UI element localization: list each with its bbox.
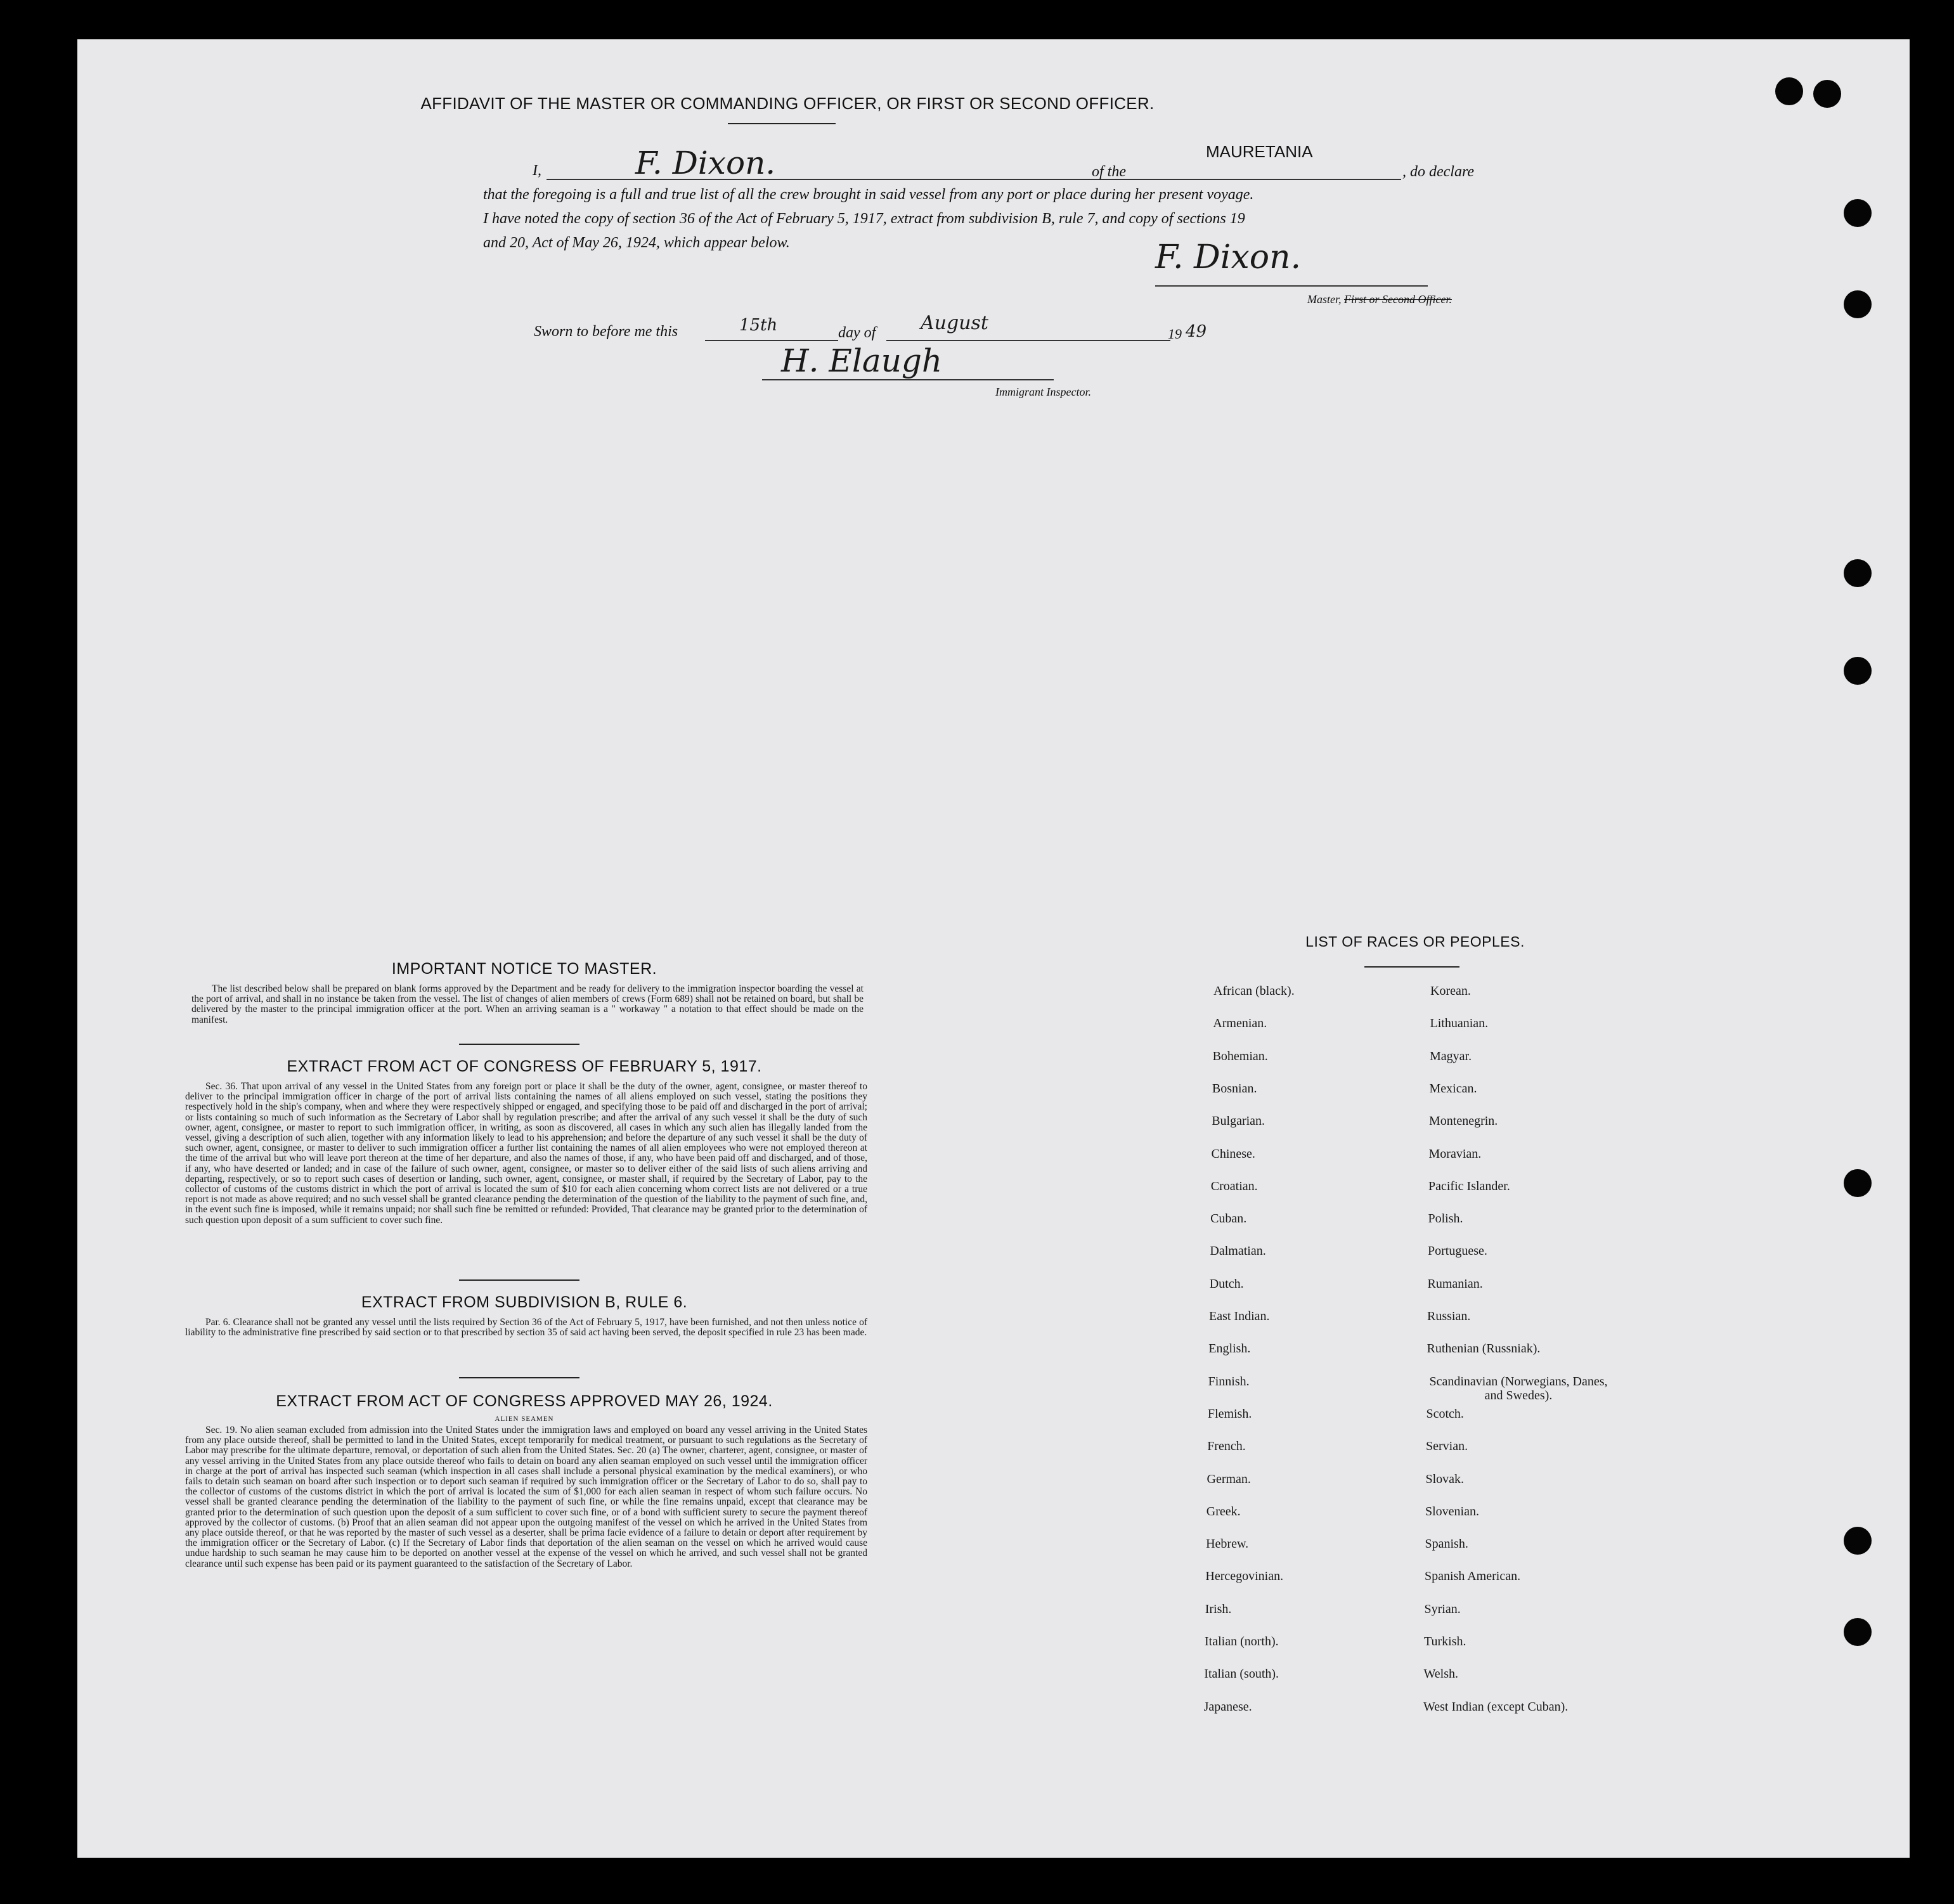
race-item: Bohemian. [1212,1049,1268,1063]
race-item: Spanish. [1425,1537,1468,1551]
punch-hole [1844,199,1872,227]
race-item: Russian. [1427,1309,1471,1323]
race-item: Bulgarian. [1212,1114,1265,1129]
race-item: German. [1207,1472,1251,1486]
caption-struck-officer: First or Second Officer. [1344,293,1452,306]
sworn-year-handwritten: 49 [1186,322,1207,341]
race-item: Hercegovinian. [1205,1569,1284,1584]
affidavit-body-line3: and 20, Act of May 26, 1924, which appear below. [483,235,790,251]
race-item: Welsh. [1423,1667,1458,1681]
punch-hole [1844,657,1872,685]
sworn-day-line [705,340,838,341]
notice-body: The list described below shall be prepared on blank forms approved by the Department and be ready for delivery to the immigration inspector boarding the vessel at the port of arrival, and shall in no instance be taken from the vessel. The list of changes of alien members of crews (Form 689) shall not be retained on board, but shall be delivered by the master to the principal immigration officer at the port. When an arriving seaman is a " workaway " a notation to that effect should be made on the manifest. [191,983,864,1025]
race-item: Ruthenian (Russniak). [1427,1342,1541,1356]
i-label: I, [533,162,541,179]
race-item: Greek. [1206,1504,1241,1519]
vessel-name: MAURETANIA [1206,142,1313,161]
race-item: Magyar. [1430,1049,1472,1063]
subdivision-b-body: Par. 6. Clearance shall not be granted any vessel until the lists required by Section 36 of the Act of February 5, 1917, have been furnished, and not then unless notice of liability to the administrative fine prescribed by said section or to that prescribed by section 35 of said act having been served, the deposit specified in rule 23 has been made. [185,1317,867,1338]
race-item: Scotch. [1426,1406,1464,1421]
race-item: Hebrew. [1206,1537,1249,1551]
divider-3 [459,1377,579,1378]
extract-1924-subtitle: ALIEN SEAMEN [495,1415,554,1423]
race-item: Italian (north). [1205,1635,1279,1648]
notice-title: IMPORTANT NOTICE TO MASTER. [391,960,657,978]
race-item: Cuban. [1210,1212,1247,1226]
races-divider [1364,966,1459,968]
extract-1917-title: EXTRACT FROM ACT OF CONGRESS OF FEBRUARY 5, 1917. [287,1058,762,1075]
punch-hole [1844,1527,1872,1555]
race-item: Italian (south). [1204,1667,1279,1681]
race-item: Armenian. [1213,1016,1267,1031]
document-sheet [77,39,1910,1858]
inspector-caption: Immigrant Inspector. [995,385,1091,398]
sworn-day-handwritten: 15th [739,316,778,335]
punch-hole [1813,80,1841,108]
race-item: Moravian. [1428,1146,1482,1161]
race-item: Turkish. [1424,1635,1466,1648]
punch-hole [1844,290,1872,318]
race-item: Rumanian. [1427,1276,1483,1291]
sworn-year-prefix: 19 [1168,326,1182,342]
affidavit-title: AFFIDAVIT OF THE MASTER OR COMMANDING OFFICER, OR FIRST OR SECOND OFFICER. [420,94,1155,113]
race-item: Finnish. [1208,1374,1250,1389]
sworn-month-handwritten: August [921,312,988,334]
do-declare-label: , do declare [1402,164,1475,180]
divider-2 [459,1279,579,1281]
inspector-line [762,379,1054,380]
race-item: Slovenian. [1425,1504,1479,1519]
race-item: Flemish. [1207,1406,1252,1421]
race-item: West Indian (except Cuban). [1423,1699,1569,1714]
extract-1924-body: Sec. 19. No alien seaman excluded from admission into the United States under the immigration laws and employed on board any vessel arriving in the United States from any place outside thereof, shall be permitted to land in the United States, except temporarily for medical treatment, or pursuant to such regulations as the Secretary of Labor may prescribe for the ultimate departure, removal, or deportation of such alien from the United States. Sec. 20 (a) The owner, charterer, agent, consignee, or master of any vessel arriving in the United States from any place outside thereof who fails to detain on board any alien seaman employed on such vessel until the immigration officer in charge at the port of arrival has inspected such seaman (which inspection in all cases shall include a personal physical examination by the medical examiners), or who fails to detain such seaman on board after such inspection or to deport such seaman if required by such immigration officer or the Secretary of Labor to do so, shall pay to the collector of customs of the customs district in which the port of arrival is located the sum of $1,000 for each alien seaman in respect of whom such failure occurs. No vessel shall be granted clearance pending the determination of the liability to the payment of such fine, or while the fine remains unpaid, except that clearance may be granted prior to the determination of such question upon the deposit of a sum sufficient to cover such fine, or of a bond with sufficient surety to secure the payment thereof approved by the collector of customs. (b) Proof that an alien seaman did not appear upon the outgoing manifest of the vessel on which he arrived in the United States from any place outside thereof, or that he was reported by the master of such vessel as a deserter, shall be prima facie evidence of a failure to detain or deport after requirement by the immigration officer or the Secretary of Labor. (c) If the Secretary of Labor finds that deportation of the alien seaman on the vessel on which he arrived would cause undue hardship to such seaman he may cause him to be deported on another vessel at the expense of the vessel on which he arrived, and such vessel shall not be granted clearance until such expense has been paid or its payment guaranteed to the satisfaction of the Secretary of Labor. [185,1425,867,1569]
extract-1917-body: Sec. 36. That upon arrival of any vessel in the United States from any foreign port or place it shall be the duty of the owner, agent, consignee, or master thereof to deliver to the principal immigration officer in charge of the port of arrival lists containing the names of all aliens employed on such vessel, stating the positions they respectively hold in the ship's company, when and where they were respectively shipped or engaged, and specifying those to be paid off and discharged in the port of arrival; or lists containing so much of such information as the Secretary of Labor shall by regulation prescribe; and after the arrival of any such vessel it shall be the duty of such owner, agent, consignee, or master to report to such immigration officer, in writing, as soon as discovered, all cases in which any such alien has illegally landed from the vessel, giving a description of such alien, together with any information likely to lead to his apprehension; and before the departure of any such vessel it shall be the duty of such owner, agent, consignee, or master to deliver to such immigration officer a further list containing the names of all alien employees who were not employed thereon at the time of the arrival but who will leave port thereon at the time of her departure, and also the names of those, if any, who have been paid off and discharged, and of those, if any, who have deserted or landed; and in case of the failure of such owner, agent, consignee, or master so to deliver either of the said lists of such aliens arriving and departing, respectively, or so to report such cases of desertion or landing, such owner, agent, consignee, or master shall, if required by the Secretary of Labor, pay to the collector of customs of the customs district in which the port of arrival is located the sum of $10 for each alien concerning whom correct lists are not delivered or a true report is not made as above required; and no such vessel shall be granted clearance pending the determination of the question of the liability to the payment of such fine, and, in the event such fine is imposed, while it remains unpaid; nor shall such fine be remitted or refunded: Provided, That clearance may be granted prior to the determination of such question upon deposit of a sum sufficient to cover such fine. [185,1081,867,1226]
race-item: Bosnian. [1212,1081,1257,1096]
master-signature: F. Dixon. [1155,238,1302,276]
race-item: Syrian. [1424,1602,1461,1616]
divider-1 [459,1044,579,1045]
title-divider [728,123,836,124]
race-item: Spanish American. [1425,1569,1521,1584]
subdivision-b-title: EXTRACT FROM SUBDIVISION B, RULE 6. [361,1293,688,1311]
inspector-signature: H. Elaugh [781,342,943,379]
of-the-label: of the [1092,164,1126,180]
race-item: Slovak. [1425,1472,1465,1486]
punch-hole [1844,1618,1872,1646]
race-item: Pacific Islander. [1428,1179,1510,1193]
race-item: Lithuanian. [1430,1016,1489,1031]
punch-hole [1844,1169,1872,1197]
sworn-label: Sworn to before me this [534,323,678,340]
race-item: Montenegrin. [1429,1114,1498,1129]
race-item: Dalmatian. [1210,1244,1266,1259]
race-item: Korean. [1430,984,1471,998]
race-item: Irish. [1205,1602,1232,1616]
sworn-month-line [886,340,1170,341]
race-item: Polish. [1428,1212,1463,1226]
punch-hole [1844,559,1872,587]
race-item: Croatian. [1210,1179,1258,1193]
race-item: Chinese. [1211,1146,1255,1161]
race-item: Servian. [1426,1439,1468,1454]
caption-master: Master, [1307,293,1342,306]
race-item: East Indian. [1209,1309,1270,1323]
vessel-line [1146,179,1401,180]
race-item: Dutch. [1209,1276,1244,1291]
race-item: Japanese. [1203,1699,1252,1714]
day-of-label: day of [838,325,876,341]
races-title: LIST OF RACES OR PEOPLES. [1305,933,1525,950]
affidavit-body-line1: that the foregoing is a full and true list of all the crew brought in said vessel from any port or place during her present voyage. [483,186,1254,203]
extract-1924-title: EXTRACT FROM ACT OF CONGRESS APPROVED MAY 26, 1924. [276,1392,773,1410]
signature-line [1155,285,1428,287]
affidavit-body-line2: I have noted the copy of section 36 of the Act of February 5, 1917, extract from subdivision B, rule 7, and copy of sections 19 [483,210,1245,227]
race-item: Portuguese. [1428,1244,1487,1259]
race-item: African (black). [1213,984,1295,998]
race-item: Mexican. [1429,1081,1477,1096]
punch-hole [1775,77,1803,105]
race-item: English. [1208,1342,1251,1356]
race-item: Scandinavian (Norwegians, Danes, and Swedes). [1429,1374,1608,1402]
signature-caption [1307,293,1452,306]
race-item: French. [1207,1439,1246,1454]
master-name-handwritten: F. Dixon. [635,145,776,181]
